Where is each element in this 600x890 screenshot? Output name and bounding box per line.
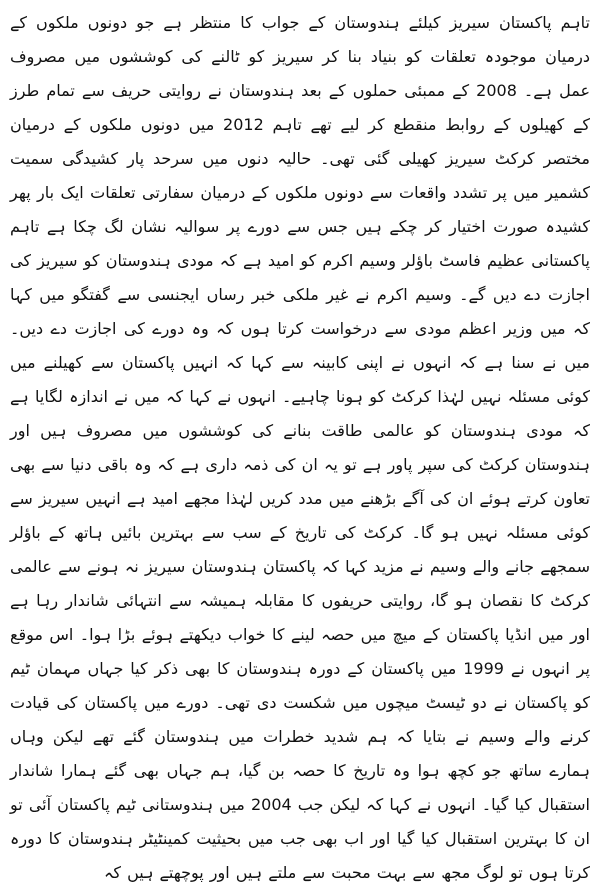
article-paragraph: تاہم پاکستان سیریز کیلئے ہندوستان کے جواب کا منتظر ہے جو دونوں ملکوں کے درمیان موجودہ تعلقات کو بنیاد بنا کر سیریز کو ٹالنے کی کوششوں میں مصروف عمل ہے۔ 2008 کے ممبئی حملوں کے بعد ہندوستان نے روایتی حریف سے تمام طرز کے کھیلوں کے روابط منقطع کر لیے تھے تاہم 2012 میں دونوں ملکوں کے درمیان مختصر کرکٹ سیریز کھیلی گئی تھی۔ حالیہ دنوں میں سرحد پار کشیدگی سمیت کشمیر میں پر تشدد واقعات سے دونوں ملکوں کے درمیان سفارتی تعلقات ایک بار پھر کشیدہ صورت اختیار کر چکے ہیں جس سے دورے پر سوالیہ نشان لگ چکا ہے تاہم پاکستانی عظیم فاسٹ باؤلر وسیم اکرم کو امید ہے کہ مودی ہندوستان کو سیریز کی اجازت دے دیں گے۔ وسیم اکرم نے غیر ملکی خبر رساں ایجنسی سے گفتگو میں کہا کہ میں وزیر اعظم مودی سے درخواست کرتا ہوں کہ وہ دورے کی اجازت دے دیں۔ میں نے سنا ہے کہ انہوں نے اپنی کابینہ سے کہا کہ انہیں پاکستان سے کھیلنے میں کوئی مسئلہ نہیں لہٰذا کرکٹ کو ہونا چاہیے۔ انہوں نے کہا کہ میں نے اندازہ لگایا ہے کہ مودی ہندوستان کو عالمی طاقت بنانے کی کوششوں میں مصروف ہیں اور ہندوستان کرکٹ کی سپر پاور ہے تو یہ ان کی ذمہ داری ہے کہ وہ باقی دنیا سے بھی تعاون کرتے ہوئے ان کی آگے بڑھنے میں مدد کریں لہٰذا مجھے امید ہے انہیں سیریز سے کوئی مسئلہ نہیں ہو گا۔ کرکٹ کی تاریخ کے سب سے بہترین بائیں ہاتھ کے باؤلر سمجھے جانے والے وسیم نے مزید کہا کہ پاکستان ہندوستان سیریز نہ ہونے سے عالمی کرکٹ کا نقصان ہو گا، روایتی حریفوں کا مقابلہ ہمیشہ سے انتہائی شاندار رہا ہے اور میں انڈیا پاکستان کے میچ میں حصہ لینے کا خواب دیکھتے ہوئے بڑا ہوا۔ اس موقع پر انہوں نے 1999 میں پاکستان کے دورہ ہندوستان کا بھی ذکر کیا جہاں مہمان ٹیم کو پاکستان نے دو ٹیسٹ میچوں میں شکست دی تھی۔ دورے میں پاکستان کی قیادت کرنے والے وسیم نے بتایا کہ ہم شدید خطرات میں ہندوستان گئے تھے لیکن وہاں ہمارے ساتھ جو کچھ ہوا وہ تاریخ کا حصہ بن گیا، ہم جہاں بھی گئے ہمارا شاندار استقبال کیا گیا۔ انہوں نے کہا کہ لیکن جب 2004 میں ہندوستانی ٹیم پاکستان آئی تو ان کا بہترین استقبال کیا گیا اور اب بھی جب میں بحیثیت کمینٹیٹر ہندوستان کا دورہ کرتا ہوں تو لوگ مجھ سے بہت محبت سے ملتے ہیں اور پوچھتے ہیں کہ	[10, 13, 591, 882]
